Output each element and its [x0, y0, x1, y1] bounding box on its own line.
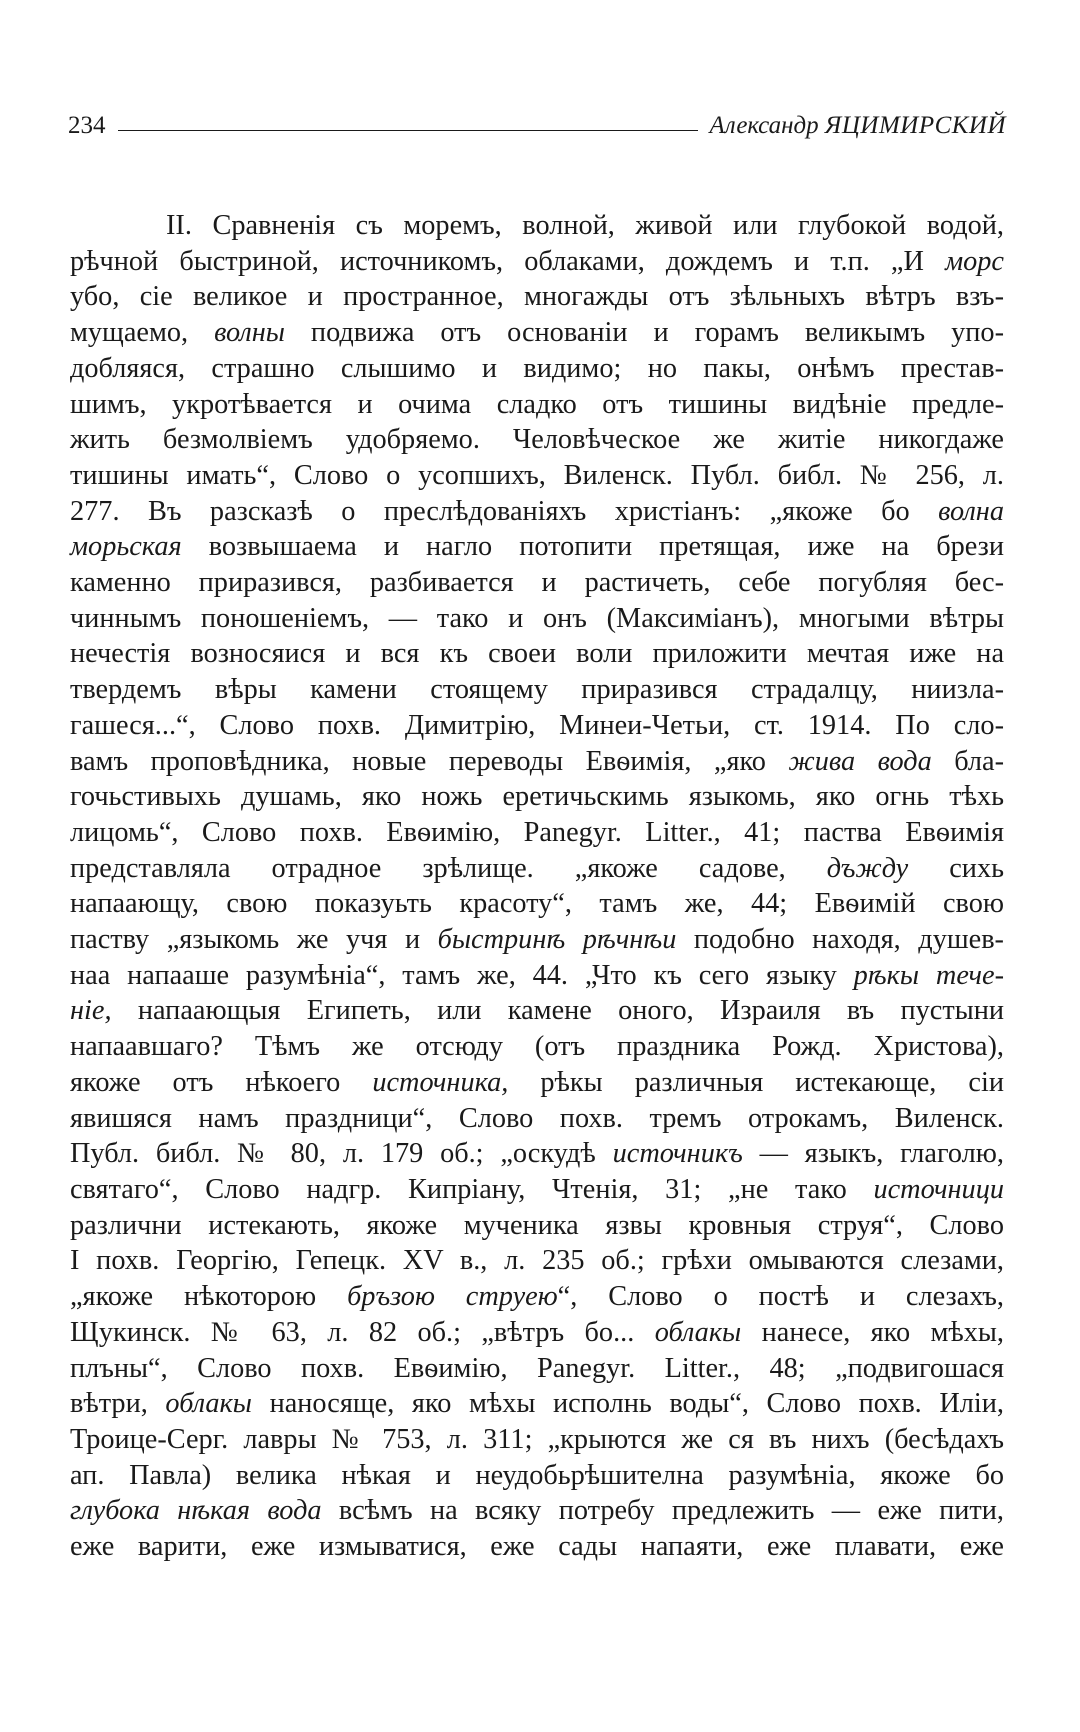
text-run: каменно приразився, разбивается и растичеть, себе погубляя бес- [70, 567, 1004, 599]
text-line [70, 208, 1004, 244]
text-line [70, 1315, 1004, 1351]
text-run: твердемъ вѣры камени стоящему приразився страдалцу, ниизла- [70, 674, 1004, 706]
text-run: нечестія возносяися и вся къ своеи воли приложити мечтая иже на [70, 638, 1004, 670]
text-line [70, 1351, 1004, 1387]
text-line [70, 993, 1004, 1029]
text-run: напаающу, свою показуьть красоту“, тамъ же, 44; Евѳимій свою [70, 888, 1004, 920]
text-run: напаавшаго? Тѣмъ же отсюду (отъ праздника Рожд. Христова), [70, 1031, 1004, 1063]
text-run: представляла отрадное зрѣлище. „якоже садове, [70, 852, 827, 884]
text-run: “, Слово о постѣ и слезахъ, [557, 1281, 1004, 1313]
text-run: нанесе, яко мѣхы, [741, 1316, 1005, 1348]
text-run: лицомь“, Слово похв. Евѳимію, Panegyr. Litter., 41; паства Евѳимія [70, 816, 1004, 848]
text-run: различни истекають, якоже мученика язвы кровныя струя“, Слово [70, 1209, 1004, 1241]
text-run: мущаемо, [70, 317, 215, 349]
text-line [70, 529, 1004, 565]
text-line [70, 958, 1004, 994]
text-line [70, 1279, 1004, 1315]
page-number: 234 [68, 112, 106, 139]
italic-text: источници [873, 1173, 1004, 1205]
author-first-name: Александр [709, 112, 819, 139]
italic-text: морс [945, 245, 1004, 277]
text-line [70, 886, 1004, 922]
text-line [70, 851, 1004, 887]
text-line [70, 1172, 1004, 1208]
text-line [70, 565, 1004, 601]
text-run: паству „языкомь же учя и [70, 924, 438, 956]
text-run: вѣтри, [70, 1388, 166, 1420]
italic-text: источника, [372, 1066, 509, 1098]
text-line [70, 779, 1004, 815]
text-line [70, 351, 1004, 387]
italic-text: рѣкы тече- [853, 959, 1004, 991]
italic-text: бръзою струею [347, 1281, 558, 1313]
text-run: еже варити, еже измыватися, еже сады напаяти, еже плавати, еже [70, 1531, 1004, 1563]
text-run: жить безмолвіемъ удобряемо. Человѣческое же житіе никогдаже [70, 424, 1004, 456]
text-line [70, 1529, 1004, 1565]
text-run: явишяся намъ праздници“, Слово похв. тремъ отрокамъ, Виленск. [70, 1102, 1004, 1134]
text-run: добляяся, страшно слышимо и видимо; но пакы, онѣмъ престав- [70, 352, 1004, 384]
text-run: гочьстивыхь душамь, яко ножь еретичьскимь языкомь, яко огнь тѣхь [70, 781, 1004, 813]
text-run: шимъ, укротѣвается и очима сладко отъ тишины видѣніе предле- [70, 388, 1004, 420]
text-run: Троице-Серг. лавры № 753, л. 311; „крыются же ся въ нихъ (бесѣдахъ [70, 1423, 1004, 1455]
text-line [70, 279, 1004, 315]
header-rule [118, 130, 698, 131]
text-run: II. Сравненія съ моремъ, волной, живой или глубокой водой, [166, 210, 1004, 241]
text-run: гашеся...“, Слово похв. Димитрію, Минеи-Четьи, ст. 1914. По сло- [70, 709, 1004, 741]
text-run: всѣмъ на всяку потребу предлежить — еже пити, [321, 1495, 1005, 1527]
text-run: напаающыя Египеть, или камене оного, Израиля въ пустыни [111, 995, 1004, 1027]
italic-text: волны [214, 317, 285, 349]
text-run: чиннымъ поношеніемъ, — тако и онъ (Максиміанъ), многыми вѣтры [70, 602, 1004, 634]
text-line [70, 1065, 1004, 1101]
text-line [70, 1101, 1004, 1137]
text-line [70, 815, 1004, 851]
text-run: Публ. библ. № 80, л. 179 об.; „оскудѣ [70, 1138, 613, 1170]
text-run: бла- [931, 745, 1005, 777]
italic-text: морьская [70, 531, 182, 563]
text-run: рѣкы различныя истекающе, сіи [508, 1066, 1004, 1098]
text-run: вамъ проповѣдника, новые переводы Евѳимія, „яко [70, 745, 789, 777]
text-run: якоже отъ нѣкоего [70, 1066, 373, 1098]
text-run: плъны“, Слово похв. Евѳимію, Panegyr. Litter., 48; „подвигошася [70, 1352, 1004, 1384]
author-surname: ЯЦИМИРСКИЙ [824, 112, 1006, 139]
text-line [70, 744, 1004, 780]
text-line [70, 244, 1004, 280]
italic-text: облакы [654, 1316, 742, 1348]
text-run: подвижа отъ основаніи и горамъ великымъ упо- [284, 317, 1004, 349]
text-line [70, 1386, 1004, 1422]
text-line [70, 636, 1004, 672]
running-header [68, 98, 1006, 138]
text-line [70, 1243, 1004, 1279]
text-line [70, 1208, 1004, 1244]
text-run: Щукинск. № 63, л. 82 об.; „вѣтръ бо... [70, 1316, 655, 1348]
text-run: ап. Павла) велика нѣкая и неудобьрѣшителна разумѣніа, якоже бо [70, 1459, 1004, 1491]
text-run: наносяще, яко мѣхы исполнь воды“, Слово похв. Иліи, [251, 1388, 1004, 1420]
text-line [70, 315, 1004, 351]
text-line [70, 1136, 1004, 1172]
text-line [70, 387, 1004, 423]
text-line [70, 1458, 1004, 1494]
text-run: I похв. Георгію, Гепецк. XV в., л. 235 об.; грѣхи омываются слезами, [70, 1245, 1004, 1277]
text-line [70, 1029, 1004, 1065]
text-run: подобно находя, душев- [676, 924, 1004, 956]
text-line [70, 922, 1004, 958]
italic-text: глубока нѣкая вода [70, 1495, 322, 1527]
italic-text: облакы [165, 1388, 252, 1420]
text-run: 277. Въ разсказѣ о преслѣдованіяхъ христіанъ: „якоже бо [70, 495, 939, 527]
italic-text: источникъ [612, 1138, 743, 1170]
text-run: рѣчной быстриной, источникомъ, облаками, дождемъ и т.п. „И [70, 245, 946, 277]
text-line [70, 494, 1004, 530]
text-line [70, 422, 1004, 458]
text-run: тишины имать“, Слово о усопшихъ, Виленск. Публ. библ. № 256, л. [70, 459, 1004, 491]
text-run: возвышаема и нагло потопити претящая, иже на брези [181, 531, 1004, 563]
italic-text: волна [938, 495, 1004, 527]
text-line [70, 672, 1004, 708]
text-line [70, 1422, 1004, 1458]
italic-text: быстринѣ рѣчнѣи [437, 924, 677, 956]
italic-text: ніе, [70, 995, 112, 1027]
text-run: „якоже нѣкоторою [70, 1281, 348, 1313]
text-run: святаго“, Слово надгр. Кипріану, Чтенія, 31; „не тако [70, 1173, 874, 1205]
text-line [70, 601, 1004, 637]
text-line [70, 708, 1004, 744]
italic-text: жива вода [788, 745, 932, 777]
body-text [70, 208, 1004, 1565]
text-run: сихь [908, 852, 1004, 884]
text-run: наа напааше разумѣніа“, тамъ же, 44. „Что къ сего языку [70, 959, 854, 991]
text-line [70, 458, 1004, 494]
italic-text: дъжду [826, 852, 909, 884]
text-run: убо, сіе великое и пространное, многажды отъ зѣльныхъ вѣтръ взъ- [70, 281, 1004, 313]
running-head-author [710, 113, 1006, 138]
text-line [70, 1493, 1004, 1529]
text-run: — языкъ, глаголю, [742, 1138, 1005, 1170]
